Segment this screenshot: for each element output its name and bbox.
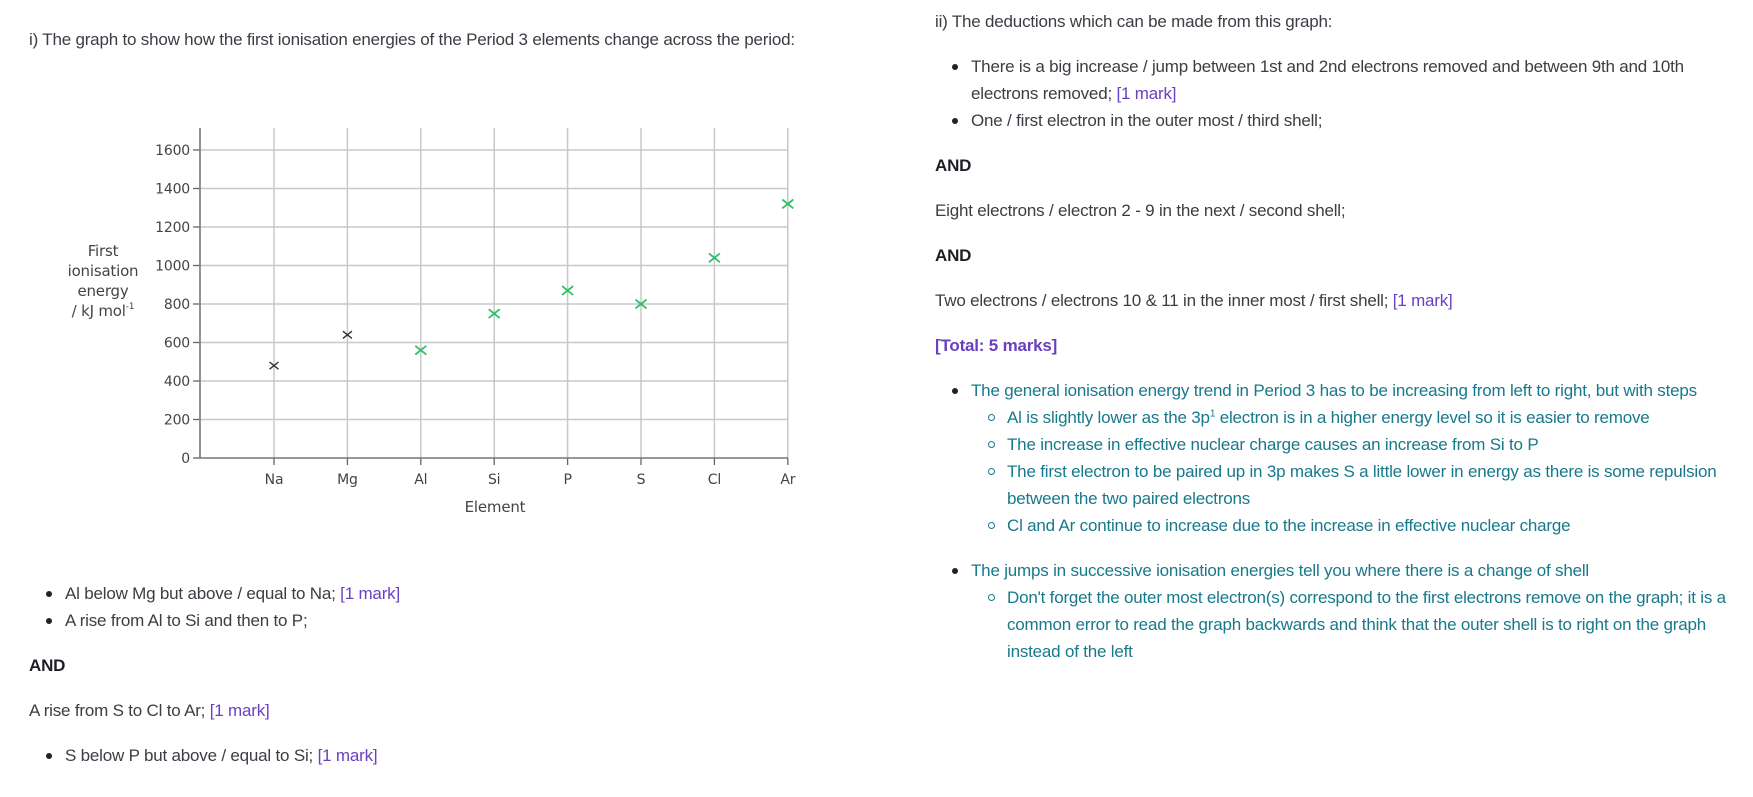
tip-item [935,557,1750,665]
mark-badge: [1 mark] [1392,291,1453,310]
x-tick-labels [265,472,796,488]
y-axis-title [68,242,139,320]
sub-text: Cl and Ar continue to increase due to the increase in effective nuclear charge [1007,516,1571,535]
svg-text:First: First [87,242,119,260]
tip-text: The jumps in successive ionisation energies tell you where there is a change of shell [971,561,1590,580]
bullet-text: One / first electron in the outer most / third shell; [971,111,1323,130]
mark-badge: [1 mark] [1116,84,1177,103]
svg-text:0: 0 [181,451,190,467]
svg-text:P: P [563,472,572,488]
tip-sublist [971,404,1750,539]
bullet-text: S below P but above / equal to Si; [65,746,318,765]
rise-text: A rise from S to Cl to Ar; [29,701,210,720]
bullet-text: Al below Mg but above / equal to Na; [65,584,341,603]
two-electrons-statement [935,287,1750,314]
ionisation-energy-chart [0,0,900,530]
list-item [935,107,1750,134]
svg-text:1400: 1400 [155,181,190,198]
part-ii-intro: ii) The deductions which can be made from this graph: [935,12,1333,31]
list-item [29,580,889,607]
svg-text:1000: 1000 [155,258,190,275]
svg-text:Al: Al [414,472,428,488]
mark-badge: [1 mark] [209,701,270,720]
sub-text: Don't forget the outer most electron(s) correspond to the first electrons remove on the graph; it is a common error to read the graph backwards and think that the outer shell is to right on the graph instead of the left [1007,588,1726,661]
mark-badge: [1 mark] [317,746,378,765]
y-tick-labels [155,143,190,467]
tip-sublist [971,584,1750,665]
sub-item [971,431,1750,458]
exam-tips [935,377,1750,665]
part-i-bullets-2 [29,742,889,769]
svg-text:Si: Si [488,472,501,488]
part-i-bullets-1 [29,580,889,634]
part-i-intro: i) The graph to show how the first ionisation energies of the Period 3 elements change across the period: [29,30,795,49]
superscript: 1 [1209,408,1216,420]
list-item [29,607,889,634]
rise-statement [29,697,889,724]
sub-text: The increase in effective nuclear charge causes an increase from Si to P [1007,435,1539,454]
and-label: AND [935,156,972,175]
sub-item [971,458,1750,512]
svg-text:S: S [636,472,646,488]
chart-axes [193,128,788,465]
x-axis-title: Element [464,498,526,516]
bullet-text: A rise from Al to Si and then to P; [65,611,308,630]
svg-text:200: 200 [163,412,190,429]
sub-item [971,512,1750,539]
and-label: AND [29,656,66,675]
sub-text: Al is slightly lower as the 3p [1007,408,1210,427]
svg-text:600: 600 [163,335,190,352]
svg-text:1200: 1200 [155,220,190,236]
svg-text:1600: 1600 [155,143,190,159]
and-label: AND [935,246,972,265]
part-ii-bullets [935,53,1750,134]
svg-text:Na: Na [264,472,284,488]
svg-text:/ kJ mol-1: / kJ mol$^{-1}$ [71,302,135,320]
svg-text:Cl: Cl [707,472,722,488]
eight-electrons-statement: Eight electrons / electron 2 - 9 in the next / second shell; [935,201,1346,220]
svg-text:ionisation: ionisation [67,262,139,280]
tip-item [935,377,1750,539]
part-i-marks [29,580,889,769]
sub-item [971,584,1750,665]
bullet-text: There is a big increase / jump between 1st and 2nd electrons removed and between 9th and 10th electrons removed; [971,57,1684,103]
svg-text:800: 800 [163,297,190,313]
sub-text: The first electron to be paired up in 3p makes S a little lower in energy as there is some repulsion between the two paired electrons [1007,462,1717,508]
tip-text: The general ionisation energy trend in Period 3 has to be increasing from left to right, but with steps [971,381,1697,400]
list-item [29,742,889,769]
svg-text:Ar: Ar [780,472,796,488]
sub-item [971,404,1750,431]
mark-scheme-part-ii [935,8,1750,665]
svg-text:Mg: Mg [337,472,358,488]
sub-text: electron is in a higher energy level so it is easier to remove [1215,408,1650,427]
svg-text:400: 400 [163,374,190,390]
chart-grid [200,128,788,458]
mark-badge: [1 mark] [340,584,400,603]
total-marks: [Total: 5 marks] [935,336,1058,355]
two-electrons-text: Two electrons / electrons 10 & 11 in the inner most / first shell; [935,291,1393,310]
svg-text:energy: energy [77,282,129,300]
list-item [935,53,1750,107]
